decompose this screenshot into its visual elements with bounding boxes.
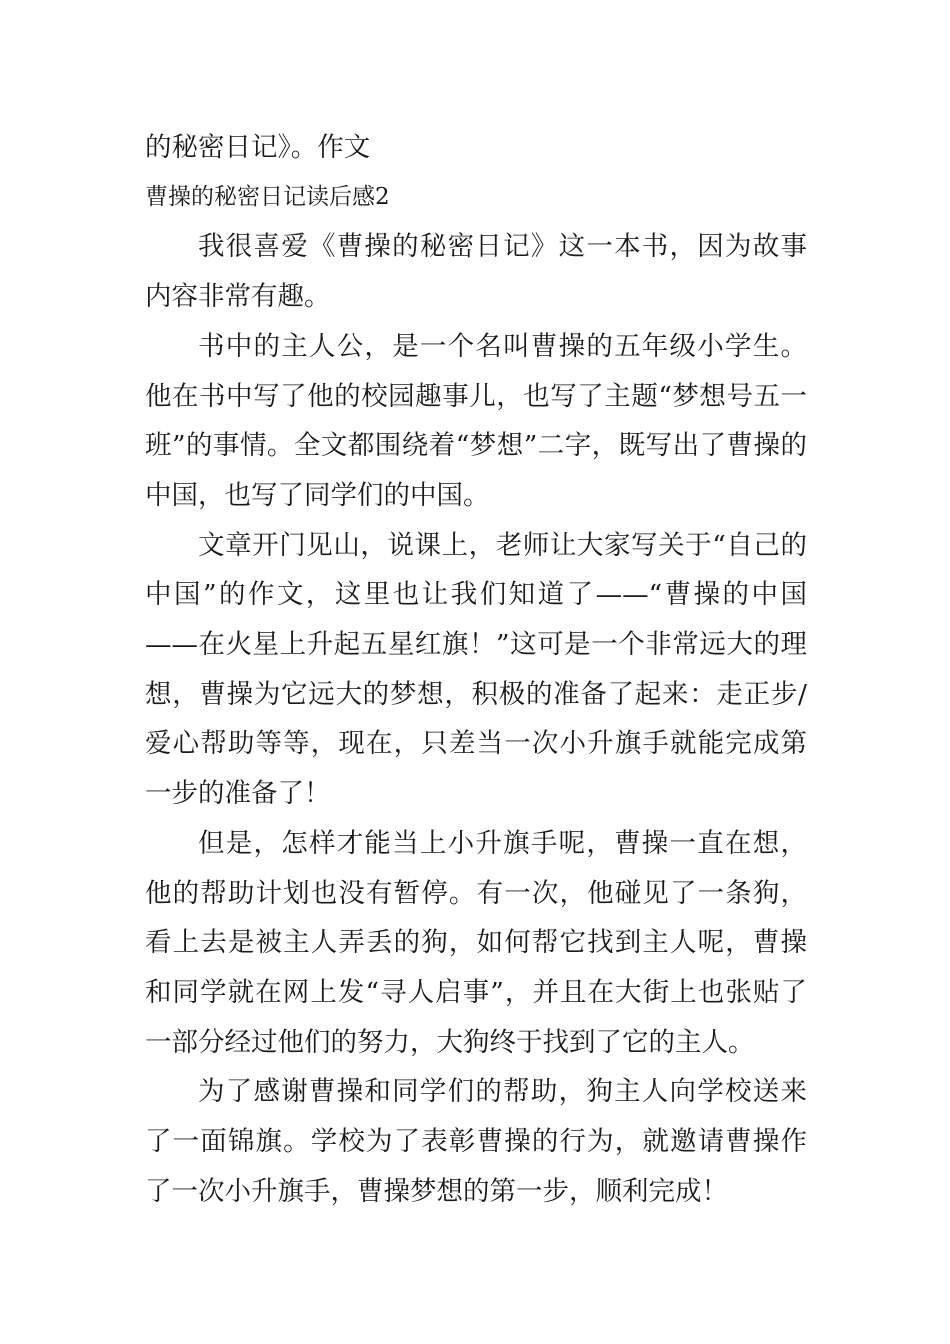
paragraph-4: 但是，怎样才能当上小升旗手呢，曹操一直在想，他的帮助计划也没有暂停。有一次，他碰见了一条狗，看上去是被主人弄丢的狗，如何帮它找到主人呢，曹操和同学就在网上发“寻人启事”，并且在大街上也张贴了一部分经过他们的努力，大狗终于找到了它的主人。 bbox=[145, 827, 807, 1058]
paragraph-2: 书中的主人公，是一个名叫曹操的五年级小学生。他在书中写了他的校园趣事儿，也写了主题“梦想号五一班”的事情。全文都围绕着“梦想”二字，既写出了曹操的中国，也写了同学们的中国。 bbox=[145, 330, 807, 511]
lead-fragment: 的秘密日记》。作文 bbox=[145, 132, 371, 163]
section-title: 曹操的秘密日记读后感2 bbox=[145, 183, 390, 210]
document-body bbox=[145, 123, 807, 1216]
paragraph-1: 我很喜爱《曹操的秘密日记》这一本书，因为故事内容非常有趣。 bbox=[145, 231, 807, 313]
paragraph-3: 文章开门见山，说课上，老师让大家写关于“自己的中国”的作文，这里也让我们知道了——“曹操的中国——在火星上升起五星红旗！”这可是一个非常远大的理想，曹操为它远大的梦想，积极的准备了起来：走正步/爱心帮助等等，现在，只差当一次小升旗手就能完成第一步的准备了！ bbox=[145, 529, 807, 810]
paragraph-5: 为了感谢曹操和同学们的帮助，狗主人向学校送来了一面锦旗。学校为了表彰曹操的行为，就邀请曹操作了一次小升旗手，曹操梦想的第一步，顺利完成！ bbox=[145, 1076, 807, 1207]
